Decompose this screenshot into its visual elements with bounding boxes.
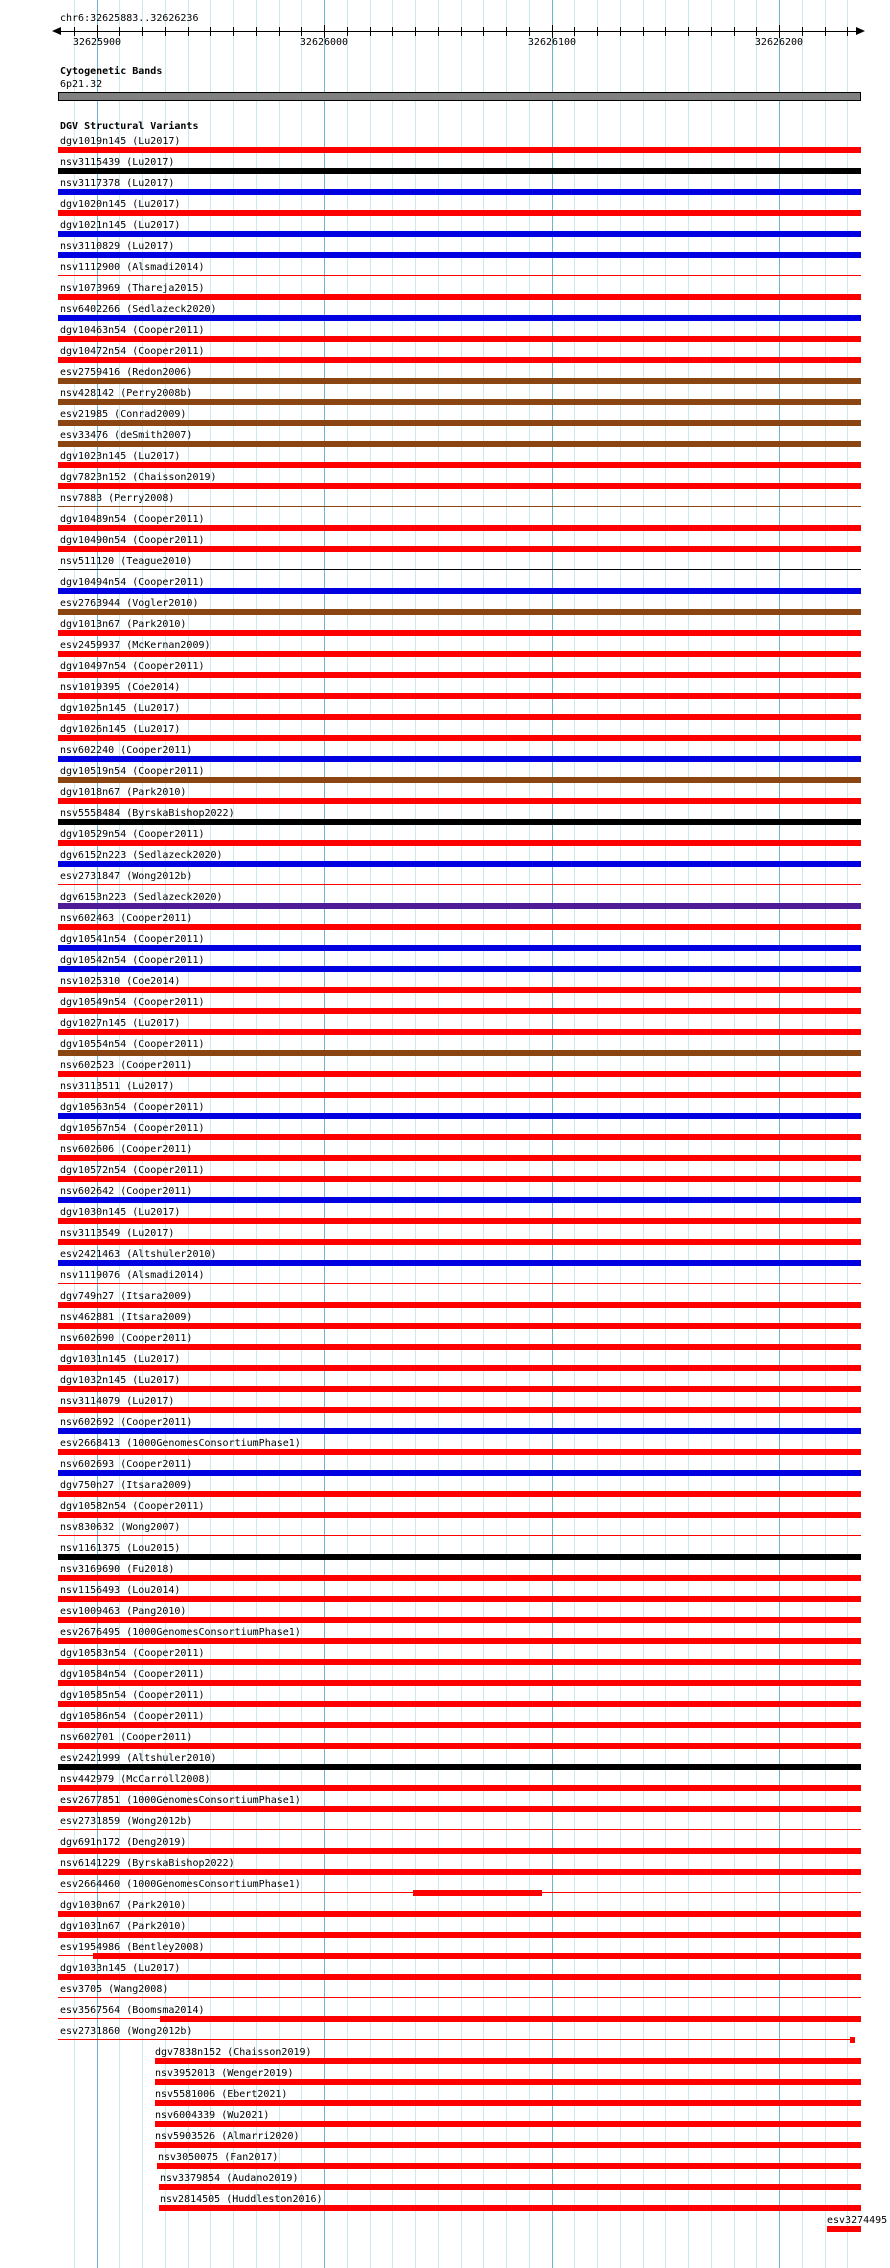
variant-label[interactable]: dgv7823n152 (Chaisson2019) — [60, 472, 217, 483]
variant-bar[interactable] — [58, 1344, 861, 1350]
ruler-tick — [347, 27, 348, 36]
variant-label[interactable]: nsv6004339 (Wu2021) — [155, 2110, 270, 2121]
variant-label[interactable]: nsv602690 (Cooper2011) — [60, 1333, 193, 1344]
variant-label[interactable]: dgv10572n54 (Cooper2011) — [60, 1165, 205, 1176]
variant-bar[interactable] — [58, 609, 861, 615]
variant-bar[interactable] — [58, 630, 861, 636]
variant-bar[interactable] — [58, 1449, 861, 1455]
variant-bar[interactable] — [58, 231, 861, 237]
variant-label[interactable]: dgv10497n54 (Cooper2011) — [60, 661, 205, 672]
variant-label[interactable]: dgv10582n54 (Cooper2011) — [60, 1501, 205, 1512]
ruler-tick — [233, 27, 234, 36]
cytoband-name: 6p21.32 — [60, 79, 103, 90]
ruler-tick — [620, 27, 621, 36]
variant-bar[interactable] — [155, 2079, 861, 2085]
variant-bar[interactable] — [58, 1829, 861, 1830]
variant-bar[interactable] — [58, 1701, 861, 1707]
variant-bar[interactable] — [155, 2058, 861, 2064]
variant-bar[interactable] — [58, 966, 861, 972]
ruler-tick — [392, 27, 393, 36]
variant-label[interactable]: dgv10583n54 (Cooper2011) — [60, 1648, 205, 1659]
variant-label[interactable]: esv2731847 (Wong2012b) — [60, 871, 193, 882]
variant-label[interactable]: dgv10549n54 (Cooper2011) — [60, 997, 205, 1008]
variant-label[interactable]: dgv750n27 (Itsara2009) — [60, 1480, 193, 1491]
variant-label[interactable]: nsv3050075 (Fan2017) — [158, 2152, 279, 2163]
ruler-tick — [597, 27, 598, 36]
variant-label[interactable]: nsv5558484 (ByrskaBishop2022) — [60, 808, 235, 819]
variant-label[interactable]: nsv3110829 (Lu2017) — [60, 241, 175, 252]
ruler-tick — [142, 27, 143, 36]
variant-label[interactable]: nsv3169690 (Fu2018) — [60, 1564, 175, 1575]
variant-bar[interactable] — [58, 1197, 861, 1203]
ruler-tick — [279, 27, 280, 36]
variant-bar[interactable] — [58, 777, 861, 783]
variant-label[interactable]: dgv1026n145 (Lu2017) — [60, 724, 181, 735]
ruler-tick — [165, 27, 166, 36]
variant-bar[interactable] — [58, 1722, 861, 1728]
variant-label[interactable]: nsv428142 (Perry2008b) — [60, 388, 193, 399]
variant-label[interactable]: nsv3115439 (Lu2017) — [60, 157, 175, 168]
variant-label[interactable]: nsv1119076 (Alsmadi2014) — [60, 1270, 205, 1281]
variant-bar[interactable] — [58, 1575, 861, 1581]
variant-label[interactable]: dgv10563n54 (Cooper2011) — [60, 1102, 205, 1113]
ruler-tick — [188, 27, 189, 36]
variant-label[interactable]: dgv1030n67 (Park2010) — [60, 1900, 187, 1911]
variant-bar[interactable] — [58, 1134, 861, 1140]
variant-label[interactable]: dgv10567n54 (Cooper2011) — [60, 1123, 205, 1134]
variant-bar[interactable] — [58, 1050, 861, 1056]
variant-label[interactable]: dgv6153n223 (Sedlazeck2020) — [60, 892, 223, 903]
variant-bar[interactable] — [58, 1008, 861, 1014]
ruler-tick — [301, 27, 302, 36]
variant-label[interactable]: esv1954986 (Bentley2008) — [60, 1942, 205, 1953]
variant-bar[interactable] — [58, 525, 861, 531]
variant-bar[interactable] — [58, 1092, 861, 1098]
variant-label[interactable]: esv2664460 (1000GenomesConsortiumPhase1) — [60, 1879, 301, 1890]
variant-bar[interactable] — [58, 336, 861, 342]
variant-bar[interactable] — [58, 756, 861, 762]
variant-bar[interactable] — [58, 588, 861, 594]
variant-label[interactable]: dgv1027n145 (Lu2017) — [60, 1018, 181, 1029]
variant-label[interactable]: esv3274495 — [827, 2215, 888, 2226]
variant-label[interactable]: nsv3113549 (Lu2017) — [60, 1228, 175, 1239]
variant-bar[interactable] — [827, 2226, 861, 2232]
variant-bar[interactable] — [58, 210, 861, 216]
ruler-tick — [461, 27, 462, 36]
ruler-axis — [58, 31, 858, 32]
variant-label[interactable]: esv2676495 (1000GenomesConsortiumPhase1) — [60, 1627, 301, 1638]
variant-label[interactable]: nsv3952013 (Wenger2019) — [155, 2068, 294, 2079]
ruler-tick — [711, 27, 712, 36]
variant-label[interactable]: nsv442979 (McCarroll2008) — [60, 1774, 211, 1785]
variant-label[interactable]: esv3705 (Wang2008) — [60, 1984, 169, 1995]
variant-bar[interactable] — [58, 2039, 850, 2040]
variant-label[interactable]: nsv511120 (Teague2010) — [60, 556, 193, 567]
variant-label[interactable]: esv3567564 (Boomsma2014) — [60, 2005, 205, 2016]
variant-label[interactable]: dgv10542n54 (Cooper2011) — [60, 955, 205, 966]
ruler-tick — [756, 27, 757, 36]
variant-label[interactable]: dgv1021n145 (Lu2017) — [60, 220, 181, 231]
variant-label[interactable]: esv2759416 (Redon2006) — [60, 367, 193, 378]
variant-bar[interactable] — [58, 924, 861, 930]
variant-bar[interactable] — [58, 1470, 861, 1476]
variant-label[interactable]: esv2731860 (Wong2012b) — [60, 2026, 193, 2037]
variant-bar[interactable] — [58, 294, 861, 300]
variant-bar[interactable] — [58, 1512, 861, 1518]
variant-label[interactable]: nsv602606 (Cooper2011) — [60, 1144, 193, 1155]
ruler-tick — [506, 27, 507, 36]
variant-bar[interactable] — [58, 1071, 861, 1077]
variant-label[interactable]: dgv10472n54 (Cooper2011) — [60, 346, 205, 357]
variant-bar[interactable] — [58, 357, 861, 363]
ruler-tick — [665, 27, 666, 36]
ruler-tick-label: 32625900 — [72, 37, 122, 48]
variant-bar[interactable] — [58, 1407, 861, 1413]
variant-bar[interactable] — [58, 1932, 861, 1938]
variant-bar[interactable] — [58, 378, 861, 384]
variant-label[interactable]: esv2421463 (Altshuler2010) — [60, 1249, 217, 1260]
variant-label[interactable]: dgv691n172 (Deng2019) — [60, 1837, 187, 1848]
variant-bar[interactable] — [155, 2121, 861, 2127]
variant-label[interactable]: nsv5581006 (Ebert2021) — [155, 2089, 288, 2100]
variant-bar[interactable] — [58, 1029, 861, 1035]
variant-bar[interactable] — [58, 1764, 861, 1770]
variant-bar[interactable] — [58, 275, 861, 276]
variant-bar[interactable] — [58, 1323, 861, 1329]
variant-label[interactable]: nsv1161375 (Lou2015) — [60, 1543, 181, 1554]
ruler-tick — [688, 27, 689, 36]
variant-bar[interactable] — [155, 2100, 861, 2106]
variant-label[interactable]: nsv1156493 (Lou2014) — [60, 1585, 181, 1596]
variant-label[interactable]: nsv2814505 (Huddleston2016) — [160, 2194, 323, 2205]
variant-bar[interactable] — [58, 483, 861, 489]
ruler-tick — [210, 27, 211, 36]
variant-bar[interactable] — [159, 2205, 861, 2211]
variant-bar[interactable] — [58, 399, 861, 405]
ruler-tick — [119, 27, 120, 36]
variant-label[interactable]: dgv10585n54 (Cooper2011) — [60, 1690, 205, 1701]
track-title: DGV Structural Variants — [60, 121, 199, 132]
ruler-tick — [74, 27, 75, 36]
variant-bar[interactable] — [58, 884, 861, 885]
variant-label[interactable]: nsv6141229 (ByrskaBishop2022) — [60, 1858, 235, 1869]
variant-label[interactable]: dgv10519n54 (Cooper2011) — [60, 766, 205, 777]
variant-bar[interactable] — [58, 819, 861, 825]
variant-label[interactable]: nsv602692 (Cooper2011) — [60, 1417, 193, 1428]
ruler-tick — [825, 27, 826, 36]
variant-label[interactable]: nsv602693 (Cooper2011) — [60, 1459, 193, 1470]
variant-bar[interactable] — [58, 1260, 861, 1266]
variant-label[interactable]: esv2459937 (McKernan2009) — [60, 640, 211, 651]
variant-bar[interactable] — [58, 1955, 93, 1956]
variant-bar[interactable] — [58, 798, 861, 804]
ruler-tick — [370, 27, 371, 36]
variant-bar[interactable] — [58, 1554, 861, 1560]
region-label: chr6:32625883..32626236 — [60, 13, 199, 24]
variant-label[interactable]: dgv10584n54 (Cooper2011) — [60, 1669, 205, 1680]
variant-bar[interactable] — [413, 1890, 542, 1896]
variant-bar[interactable] — [58, 1428, 861, 1434]
variant-label[interactable]: esv2731859 (Wong2012b) — [60, 1816, 193, 1827]
variant-label[interactable]: nsv830632 (Wong2007) — [60, 1522, 181, 1533]
variant-bar[interactable] — [58, 506, 861, 507]
variant-bar[interactable] — [58, 840, 861, 846]
ruler-right-arrow-icon — [856, 27, 865, 35]
variant-label[interactable]: dgv1023n145 (Lu2017) — [60, 451, 181, 462]
variant-bar[interactable] — [58, 2018, 160, 2019]
variant-label[interactable]: nsv1073969 (Thareja2015) — [60, 283, 205, 294]
variant-bar[interactable] — [159, 2184, 861, 2190]
variant-bar[interactable] — [58, 147, 861, 153]
variant-bar[interactable] — [850, 2037, 855, 2043]
variant-label[interactable]: dgv10529n54 (Cooper2011) — [60, 829, 205, 840]
ruler-tick — [256, 27, 257, 36]
variant-bar[interactable] — [58, 546, 861, 552]
variant-label[interactable]: nsv602523 (Cooper2011) — [60, 1060, 193, 1071]
variant-bar[interactable] — [58, 252, 861, 258]
variant-bar[interactable] — [155, 2142, 861, 2148]
ruler-tick — [483, 27, 484, 36]
variant-bar[interactable] — [58, 693, 861, 699]
cytoband-section-title: Cytogenetic Bands — [60, 66, 163, 77]
variant-bar[interactable] — [58, 1302, 861, 1308]
variant-bar[interactable] — [58, 1365, 861, 1371]
variant-bar[interactable] — [58, 945, 861, 951]
variant-bar[interactable] — [58, 462, 861, 468]
variant-bar[interactable] — [157, 2163, 861, 2169]
variant-label[interactable]: dgv10541n54 (Cooper2011) — [60, 934, 205, 945]
variant-label[interactable]: nsv1025310 (Coe2014) — [60, 976, 181, 987]
variant-bar[interactable] — [58, 861, 861, 867]
ruler-tick — [574, 27, 575, 36]
variant-bar[interactable] — [58, 1176, 861, 1182]
ruler-tick — [734, 27, 735, 36]
variant-label[interactable]: nsv3113511 (Lu2017) — [60, 1081, 175, 1092]
variant-bar[interactable] — [58, 1974, 861, 1980]
variant-bar[interactable] — [58, 168, 861, 174]
variant-bar[interactable] — [58, 1239, 861, 1245]
variant-label[interactable]: dgv10463n54 (Cooper2011) — [60, 325, 205, 336]
variant-bar[interactable] — [58, 903, 861, 909]
ruler-tick-label: 32626000 — [299, 37, 349, 48]
variant-label[interactable]: nsv1112900 (Alsmadi2014) — [60, 262, 205, 273]
variant-label[interactable]: nsv602642 (Cooper2011) — [60, 1186, 193, 1197]
ruler-tick — [438, 27, 439, 36]
variant-bar[interactable] — [58, 1596, 861, 1602]
variant-bar[interactable] — [58, 1743, 861, 1749]
variant-label[interactable]: dgv1019n145 (Lu2017) — [60, 136, 181, 147]
variant-label[interactable]: dgv1018n67 (Park2010) — [60, 787, 187, 798]
variant-label[interactable]: dgv6152n223 (Sedlazeck2020) — [60, 850, 223, 861]
variant-bar[interactable] — [58, 1869, 861, 1875]
ruler-tick — [529, 27, 530, 36]
variant-bar[interactable] — [58, 1113, 861, 1119]
variant-label[interactable]: dgv1033n145 (Lu2017) — [60, 1963, 181, 1974]
variant-bar[interactable] — [58, 651, 861, 657]
variant-label[interactable]: dgv10490n54 (Cooper2011) — [60, 535, 205, 546]
ruler-tick — [415, 27, 416, 36]
variant-bar[interactable] — [58, 1155, 861, 1161]
variant-label[interactable]: esv2763944 (Vogler2010) — [60, 598, 199, 609]
variant-bar[interactable] — [58, 1848, 861, 1854]
variant-label[interactable]: nsv5903526 (Almarri2020) — [155, 2131, 300, 2142]
variant-bar[interactable] — [58, 672, 861, 678]
variant-label[interactable]: nsv7883 (Perry2008) — [60, 493, 175, 504]
variant-bar[interactable] — [58, 1911, 861, 1917]
variant-bar[interactable] — [58, 1491, 861, 1497]
variant-label[interactable]: nsv6402266 (Sedlazeck2020) — [60, 304, 217, 315]
variant-label[interactable]: dgv1013n67 (Park2010) — [60, 619, 187, 630]
variant-bar[interactable] — [58, 1659, 861, 1665]
variant-bar[interactable] — [58, 189, 861, 195]
variant-label[interactable]: nsv602701 (Cooper2011) — [60, 1732, 193, 1743]
cytoband-bar[interactable] — [58, 92, 861, 101]
ruler-tick — [802, 27, 803, 36]
variant-bar[interactable] — [58, 1638, 861, 1644]
variant-bar[interactable] — [58, 1218, 861, 1224]
variant-bar[interactable] — [58, 1680, 861, 1686]
variant-label[interactable]: esv2677851 (1000GenomesConsortiumPhase1) — [60, 1795, 301, 1806]
variant-label[interactable]: dgv1020n145 (Lu2017) — [60, 199, 181, 210]
variant-bar[interactable] — [58, 1785, 861, 1791]
variant-label[interactable]: dgv1031n145 (Lu2017) — [60, 1354, 181, 1365]
variant-bar[interactable] — [58, 1997, 861, 1998]
variant-label[interactable]: nsv462881 (Itsara2009) — [60, 1312, 193, 1323]
variant-bar[interactable] — [58, 420, 861, 426]
variant-label[interactable]: nsv3117378 (Lu2017) — [60, 178, 175, 189]
variant-label[interactable]: dgv10586n54 (Cooper2011) — [60, 1711, 205, 1722]
variant-label[interactable]: dgv7838n152 (Chaisson2019) — [155, 2047, 312, 2058]
variant-label[interactable]: esv21985 (Conrad2009) — [60, 409, 187, 420]
variant-label[interactable]: nsv602240 (Cooper2011) — [60, 745, 193, 756]
variant-bar[interactable] — [58, 1283, 861, 1284]
variant-bar[interactable] — [58, 315, 861, 321]
variant-label[interactable]: dgv10554n54 (Cooper2011) — [60, 1039, 205, 1050]
ruler-tick — [847, 27, 848, 36]
variant-bar[interactable] — [93, 1953, 861, 1959]
variant-label[interactable]: nsv3379854 (Audano2019) — [160, 2173, 299, 2184]
variant-label[interactable]: esv1009463 (Pang2010) — [60, 1606, 187, 1617]
variant-label[interactable]: dgv1025n145 (Lu2017) — [60, 703, 181, 714]
variant-bar[interactable] — [58, 569, 861, 570]
variant-bar[interactable] — [58, 987, 861, 993]
variant-label[interactable]: nsv602463 (Cooper2011) — [60, 913, 193, 924]
variant-label[interactable]: dgv1032n145 (Lu2017) — [60, 1375, 181, 1386]
variant-label[interactable]: esv2421999 (Altshuler2010) — [60, 1753, 217, 1764]
variant-label[interactable]: dgv10489n54 (Cooper2011) — [60, 514, 205, 525]
variant-bar[interactable] — [58, 441, 861, 447]
ruler-tick — [643, 27, 644, 36]
variant-label[interactable]: dgv749n27 (Itsara2009) — [60, 1291, 193, 1302]
variant-label[interactable]: dgv1030n145 (Lu2017) — [60, 1207, 181, 1218]
variant-bar[interactable] — [58, 1535, 861, 1536]
variant-bar[interactable] — [58, 1806, 861, 1812]
variant-bar[interactable] — [160, 2016, 861, 2022]
variant-label[interactable]: esv33476 (deSmith2007) — [60, 430, 193, 441]
variant-label[interactable]: dgv1031n67 (Park2010) — [60, 1921, 187, 1932]
variant-bar[interactable] — [58, 735, 861, 741]
variant-label[interactable]: dgv10494n54 (Cooper2011) — [60, 577, 205, 588]
variant-label[interactable]: nsv3114079 (Lu2017) — [60, 1396, 175, 1407]
ruler-tick-label: 32626200 — [754, 37, 804, 48]
variant-label[interactable]: nsv1019395 (Coe2014) — [60, 682, 181, 693]
variant-bar[interactable] — [58, 1617, 861, 1623]
variant-bar[interactable] — [58, 714, 861, 720]
ruler-tick-label: 32626100 — [527, 37, 577, 48]
variant-bar[interactable] — [58, 1386, 861, 1392]
variant-label[interactable]: esv2668413 (1000GenomesConsortiumPhase1) — [60, 1438, 301, 1449]
